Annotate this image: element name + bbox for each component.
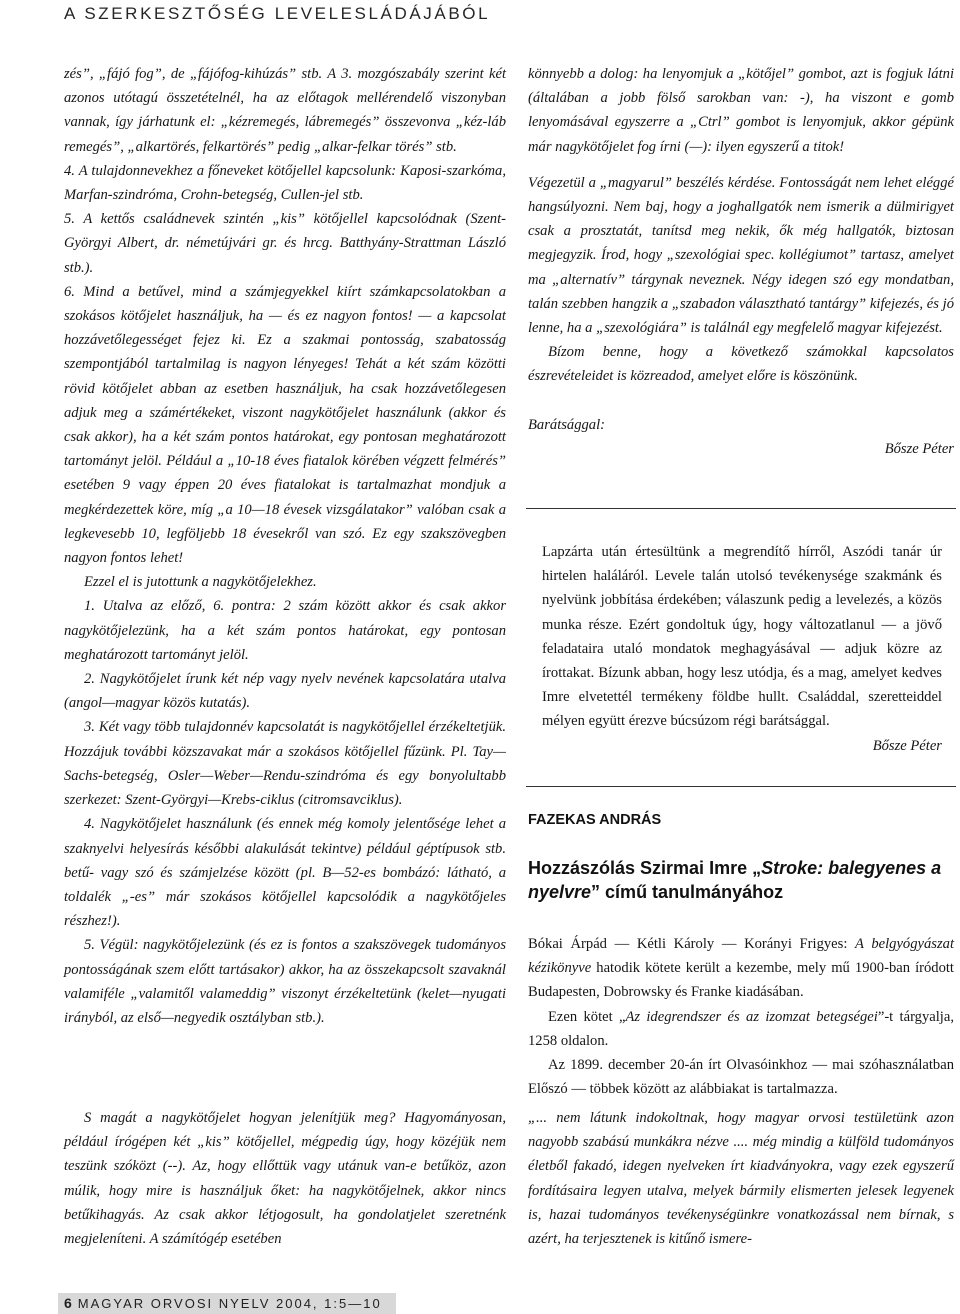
article-paragraph: Az 1899. december 20-án írt Olvasóinkhoz — mai szóhasználatban Előszó — többek között az alábbiakat is tartalmazza. xyxy=(528,1057,954,1098)
right-column-bottom xyxy=(528,1106,954,1251)
title-italic: Stroke: balegyenes a nyelvre xyxy=(528,858,942,902)
left-paragraph: 6. Mind a betűvel, mind a számjegyekkel kiírt számkapcsolatokban a szokásos kötőjelet használjuk, ha — és ez nagyon fontos! — a kapcsolat hozzávetőlegességet fejez ki. Ez a szakmai pontosság, szabatosság szempontjából tartalmilag is nagyon lényeges! Tehát a két szám közötti rövid kötőjelet abban az esetben használjuk, ha csak hozzávetőlegesen adjuk meg a számértékeket, viszont nagykötőjelet használunk (akkor és csak akkor), ha a két szám pontos határokat, egy pontosan meghatározott tartományt jelöl. Például a „10-18 éves fiatalok körében végzett felmérés” esetében 9 vagy éppen 20 éves fiatalokat is tartalmazhat mondjuk a megkérdezettek köre, míg „a 10—18 évesek vizsgálatakor” valóban csak a legkevesebb 10, legföljebb 18 évesekről van szó. Ez egy szakszövegben nagyon fontos lehet! xyxy=(64,283,506,567)
right-paragraph: Végezetül a „magyarul” beszélés kérdése. Fontosságát nem lehet eléggé hangsúlyozni. Nem baj, hogy a joghallgatók nem ismerik a dülmirigyet csak a prosztatát, tanítsd meg nekik, ők még hallgatók, biztosan megjegyzik. Írod, hogy „szexológiai spec. kollégiumot” tartasz, amelyet ma „alternatív” tárgynak neveznek. Négy idegen szó egy mondatban, talán szebben hangzik a „szabadon választható tantárgy” kifejezés, és jó lenne, ha a „szexológiára” is találnál egy megfelelő magyar kifejezést. xyxy=(528,174,954,337)
paragraph-rest: hatodik kötete került a kezembe, mely mű 1900-ban íródott Budapesten, Dobrowsky és Franke kiadásában. xyxy=(528,960,954,1001)
obituary-signature: Bősze Péter xyxy=(872,737,942,754)
divider-bottom xyxy=(526,786,956,787)
left-paragraph: 3. Két vagy több tulajdonnév kapcsolatát is nagykötőjellel érzékeltetjük. Hozzájuk további közszavakat már a szokásos kötőjellel fűzünk. Pl. Tay—Sachs-betegség, Osler—Weber—Rendu-szindróma és egy bonyolultabb szerkezet: Szent-Györgyi—Krebs-ciklus (citromsavciklus). xyxy=(64,719,506,809)
right-paragraph: könnyebb a dolog: ha lenyomjuk a „kötőjel” gombot, azt is fogjuk látni (általában a jobb fölső sarokban van: -), ha viszont e gomb lenyomásával egyszerre a „Ctrl” gombot is lenyomjuk, akkor gépünk már nagykötőjelet fog írni (—): ilyen egyszerű a titok! xyxy=(528,66,954,155)
left-paragraph: zés”, „fájó fog”, de „fájófog-kihúzás” stb. A 3. mozgószabály szerint két azonos utótagú összetételnél, ha az előtagok mellérendelő viszonyban vannak, így járhatunk el: „kézremegés, lábremegés” összevonva „kéz-láb remegés”, „alkartörés, felkartörés” pedig „alkar-felkar törés” stb. xyxy=(64,66,506,155)
left-paragraph: 4. Nagykötőjelet használunk (és ennek még komoly jelentősége lehet a szaknyelvi helyesírás későbbi alakulását tekintve) például géptípusok stb. betű- vagy szó és számjelzése között (pl. B—52-es bombázó: látható, a toldalék „-es” már szokásos kötőjellel kapcsolódik a nagykötőjeles részhez!). xyxy=(64,816,506,930)
chapter-title: Az idegrendszer és az izomzat betegségei xyxy=(625,1008,878,1025)
article-paragraph xyxy=(528,932,954,1005)
left-paragraph: Ezzel el is jutottunk a nagykötőjelekhez. xyxy=(84,574,317,591)
title-prefix: Hozzászólás Szirmai Imre „ xyxy=(528,858,762,878)
right-paragraph: Bízom benne, hogy a következő számokkal kapcsolatos észrevételeidet is közreadod, amelyet előre is köszönünk. xyxy=(528,344,954,385)
left-paragraph: 4. A tulajdonnevekhez a főneveket kötőjellel kapcsolunk: Kaposi-szarkóma, Marfan-szindróma, Crohn-betegség, Cullen-jel stb. xyxy=(64,162,506,204)
divider-top xyxy=(526,508,956,509)
signature: Bősze Péter xyxy=(884,440,954,457)
left-paragraph: 5. A kettős családnevek szintén „kis” kötőjellel kapcsolódnak (Szent-Györgyi Albert, dr. németújvári gr. és hrcg. Batthyány-Strattman László stb.). xyxy=(64,211,506,276)
page-footer xyxy=(58,1293,396,1314)
left-column-bottom xyxy=(64,1106,506,1251)
paragraph-post: ”-t tárgyalja, 1258 oldalon. xyxy=(528,1008,954,1049)
obituary-text: Lapzárta után értesültünk a megrendítő hírről, Aszódi tanár úr hirtelen haláláról. Levele talán utolsó tevékenysége szakmánk és nyelvünk jobbítása érdekében; válaszunk pedig a levelezés, a közös munka része. Ezért gondoltuk úgy, hogy változatlanul — a jövő feladataira utaló mondatok meghagyásával — adjuk közre az írottakat. Bízunk abban, hogy lesz utódja, és a mag, amelyet kedves Imre elvetettél termékeny földbe hullt. Családdal, szeretteiddel mélyen együtt érezve búcsúzom régi barátsággal. xyxy=(542,544,942,730)
page-number: 6 xyxy=(64,1295,72,1311)
left-paragraph: 1. Utalva az előző, 6. pontra: 2 szám között akkor és csak akkor nagykötőjelezünk, ha a két szám pontos határokat, egy pontosan meghatározott tartományt jelöl. xyxy=(64,598,506,663)
book-authors: Bókai Árpád — Kétli Károly — Korányi Frigyes: xyxy=(528,936,848,952)
section-header: A SZERKESZTŐSÉG LEVELESLÁDÁJÁBÓL xyxy=(64,4,491,23)
article-body xyxy=(528,932,954,1101)
salutation: Barátsággal: xyxy=(528,416,606,433)
left-paragraph: 2. Nagykötőjelet írunk két nép vagy nyelv nevének kapcsolatára utalva (angol—magyar közös kutatás). xyxy=(64,671,506,712)
article-author: FAZEKAS ANDRÁS xyxy=(528,812,662,828)
right-column-top xyxy=(528,62,954,461)
quotation-paragraph: „... nem látunk indokoltnak, hogy magyar orvosi testületünk azon nagyobb szabású munkákra nézve .... még mindig a külföld tudományos életből fakadó, idegen nyelveken írt kiadványokra, vagy ezek egyszerű fordításaira legyen utalva, melyek bármily elismerten jelesek legyenek is, hazai tudományos tevékenységünkre vonatkozással nem bírnak, s azért, ha terjesztenek is kitűnő ismere- xyxy=(528,1110,954,1248)
article-paragraph xyxy=(528,1005,954,1053)
article-title xyxy=(528,856,954,904)
left-column-top xyxy=(64,62,506,1030)
left-paragraph: 5. Végül: nagykötőjelezünk (és ez is fontos a szakszövegek tudományos pontosságának szem előtt tartásakor) akkor, ha az összekapcsolt szavaknál valamiféle „valamitől valameddig” viszonyt érzékeltetünk (kelet—nyugati irányból, az első—negyedik osztályban stb.). xyxy=(64,937,506,1026)
paragraph-pre: Ezen kötet „ xyxy=(548,1008,626,1025)
obituary-note xyxy=(542,540,942,758)
journal-citation: MAGYAR ORVOSI NYELV 2004, 1:5—10 xyxy=(77,1296,382,1311)
left-bottom-paragraph: S magát a nagykötőjelet hogyan jelenítjük meg? Hagyományosan, például írógépen két „kis” kötőjellel, mégpedig úgy, hogy közéjük nem teszünk szóközt (--). Az, hogy ellőttük vagy utánuk van-e betűköz, azon múlik, hogy mire is használjuk őket: ha nagykötőjelnek, akkor nincs betűkihagyás. Az csak akkor létjogosult, ha gondolatjelet szeretnénk megjeleníteni. A számítógép esetében xyxy=(64,1110,506,1248)
title-suffix: ” című tanulmányához xyxy=(591,882,784,902)
book-title: A belgyógyászat kézikönyve xyxy=(528,936,955,977)
